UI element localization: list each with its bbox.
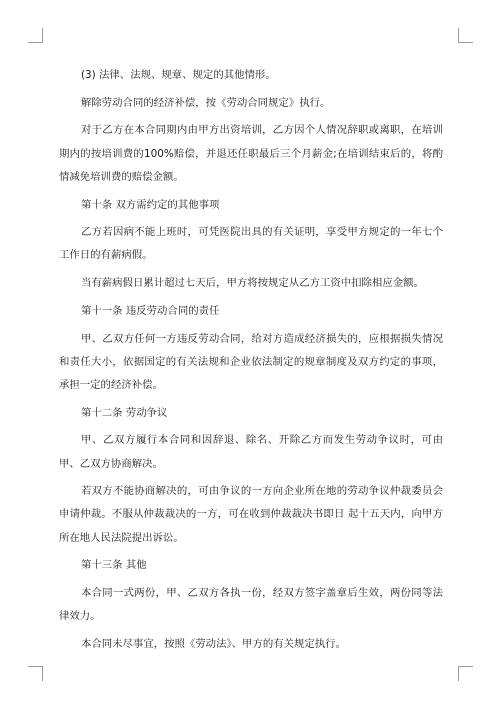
paragraph-sick-leave-deduction: 当有薪病假日累计超过七天后，甲方将按规定从乙方工资中扣除相应金额。 xyxy=(81,277,424,290)
crop-mark-bottom-right xyxy=(458,666,473,681)
paragraph-training-fee: 对于乙方在本合同期内由甲方出资培训，乙方因个人情况辞职或离职，在培训期内的按培训费的100%赔偿，并退还任职最后三个月薪金;在培训结束后的，将酌情减免培训费的赔偿金额。 xyxy=(59,124,443,183)
paragraph-economic-compensation: 解除劳动合同的经济补偿，按《劳动合同规定》执行。 xyxy=(81,96,331,109)
paragraph-unresolved-matters: 本合同未尽事宜，按照《劳动法》、甲方的有关规定执行。 xyxy=(81,637,346,650)
heading-article-11: 第十一条 违反劳动合同的责任 xyxy=(81,304,220,317)
heading-article-12: 第十二条 劳动争议 xyxy=(81,406,168,419)
paragraph-dispute-arbitration: 若双方不能协商解决的，可由争议的一方向企业所在地的劳动争议仲裁委员会申请仲裁。不服从仲裁裁决的一方，可在收到仲裁裁决书即日 起十五天内，向甲方所在地人民法院提出诉讼。 xyxy=(59,485,443,544)
document-body xyxy=(59,64,443,661)
crop-mark-bottom-left xyxy=(28,666,43,681)
crop-mark-top-right xyxy=(458,28,473,43)
paragraph-termination-other-cases: (3) 法律、法规、规章、规定的其他情形。 xyxy=(81,69,276,81)
heading-article-10: 第十条 双方需约定的其他事项 xyxy=(81,198,220,211)
crop-mark-top-left xyxy=(28,28,43,43)
paragraph-copies: 本合同一式两份，甲、乙双方各执一份，经双方签字盖章后生效，两份同等法律效力。 xyxy=(59,587,443,623)
heading-article-13: 第十三条 其他 xyxy=(81,559,147,572)
paragraph-sick-leave: 乙方若因病不能上班时，可凭医院出具的有关证明，享受甲方规定的一年七个工作日的有薪病假。 xyxy=(59,226,443,262)
paragraph-dispute-negotiation: 甲、乙双方履行本合同和因辞退、除名、开除乙方而发生劳动争议时，可由甲、乙双方协商解决。 xyxy=(59,434,443,470)
paragraph-breach-liability: 甲、乙双方任何一方违反劳动合同，给对方造成经济损失的，应根据损失情况和责任大小，依据国定的有关法规和企业依法制定的规章制度及双方约定的事项，承担一定的经济补偿。 xyxy=(59,332,443,391)
